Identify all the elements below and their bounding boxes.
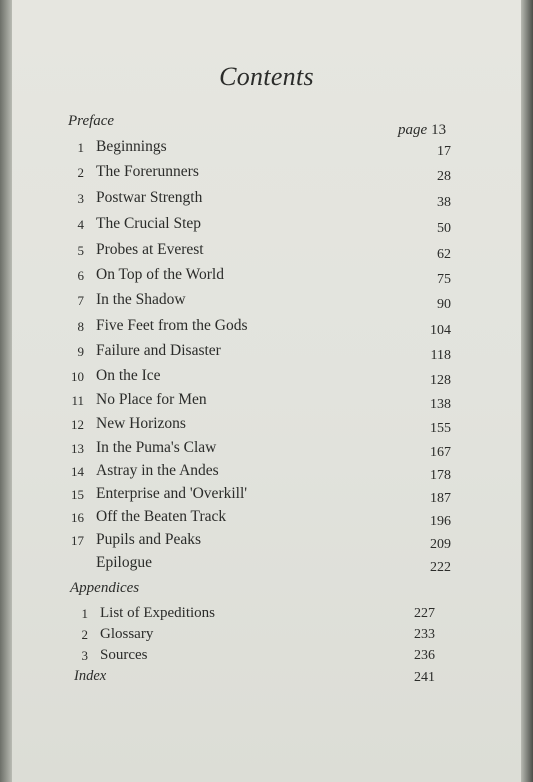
appendix-title: Sources [100,647,148,663]
appendix-page: 236 [414,648,435,663]
toc-row [0,189,533,211]
toc-row [0,415,533,437]
chapter-page: 128 [430,373,451,388]
chapter-title: The Forerunners [96,163,199,180]
chapter-title: Off the Beaten Track [96,508,227,525]
toc-row [0,485,533,507]
chapter-page: 104 [430,323,451,338]
chapter-title: In the Puma's Claw [96,439,217,456]
chapter-title: Epilogue [96,554,152,571]
chapter-page: 155 [430,421,451,436]
toc-row [0,439,533,461]
chapter-title: In the Shadow [96,291,186,308]
appendices-label: Appendices [70,580,140,596]
chapter-number: 2 [77,165,84,180]
chapter-page: 17 [437,144,451,159]
chapter-page: 75 [437,272,451,287]
chapter-number: 6 [77,268,84,283]
chapter-page: 167 [430,445,451,460]
chapter-number: 1 [77,140,84,155]
toc-row [0,367,533,389]
chapter-title: Probes at Everest [96,241,204,258]
toc-row [0,554,533,576]
chapter-number: 7 [77,293,84,308]
toc-row [0,266,533,288]
chapter-title: Failure and Disaster [96,342,221,359]
chapter-title: No Place for Men [96,391,207,408]
chapter-number: 16 [71,510,84,525]
page-word: page [398,122,428,138]
chapter-page: 222 [430,560,451,575]
chapter-page: 178 [430,468,451,483]
chapter-number: 3 [77,191,84,206]
chapter-number: 10 [71,369,84,384]
chapter-number: 17 [71,533,84,548]
toc-row [0,138,533,160]
chapter-page: 209 [430,537,451,552]
chapter-title: Enterprise and 'Overkill' [96,485,248,502]
contents-title: Contents [219,62,314,91]
appendix-number: 3 [81,648,88,663]
appendix-number: 2 [81,627,88,642]
chapter-title: Five Feet from the Gods [96,317,248,334]
appendix-page: 233 [414,627,435,642]
chapter-page: 28 [437,169,451,184]
chapter-title: On the Ice [96,367,161,384]
chapter-number: 9 [77,344,84,359]
index-label: Index [74,668,107,684]
appendix-row [0,626,533,646]
toc-row [0,531,533,553]
chapter-page: 90 [437,297,451,312]
chapter-page: 50 [437,221,451,236]
chapter-title: Pupils and Peaks [96,531,202,548]
index-page: 241 [414,670,435,685]
chapter-title: On Top of the World [96,266,224,283]
toc-row [0,342,533,364]
appendix-number: 1 [81,606,88,621]
preface-page [398,122,446,139]
toc-row [0,291,533,313]
appendix-row [0,647,533,667]
appendix-page: 227 [414,606,435,621]
chapter-number: 5 [77,243,84,258]
chapter-title: The Crucial Step [96,215,202,232]
chapter-page: 187 [430,491,451,506]
preface-label: Preface [68,113,115,129]
chapter-number: 4 [77,217,84,232]
chapter-number: 15 [71,487,84,502]
appendix-row [0,605,533,625]
toc-row [0,215,533,237]
chapter-title: Astray in the Andes [96,462,219,479]
appendix-title: Glossary [100,626,154,642]
chapter-number: 8 [77,319,84,334]
chapter-title: Beginnings [96,138,167,155]
chapter-page: 38 [437,195,451,210]
chapter-number: 11 [71,393,84,408]
appendix-title: List of Expeditions [100,605,215,621]
toc-row [0,163,533,185]
chapter-page: 196 [430,514,451,529]
chapter-page: 138 [430,397,451,412]
chapter-number: 13 [71,441,84,456]
toc-row [0,317,533,339]
chapter-page: 118 [430,348,451,363]
toc-row [0,241,533,263]
chapter-title: Postwar Strength [96,189,203,206]
chapter-title: New Horizons [96,415,186,432]
toc-row [0,462,533,484]
chapter-number: 12 [71,417,84,432]
chapter-page: 62 [437,247,451,262]
chapter-number: 14 [71,464,84,479]
preface-page-number: 13 [431,122,447,138]
toc-row [0,391,533,413]
toc-row [0,508,533,530]
